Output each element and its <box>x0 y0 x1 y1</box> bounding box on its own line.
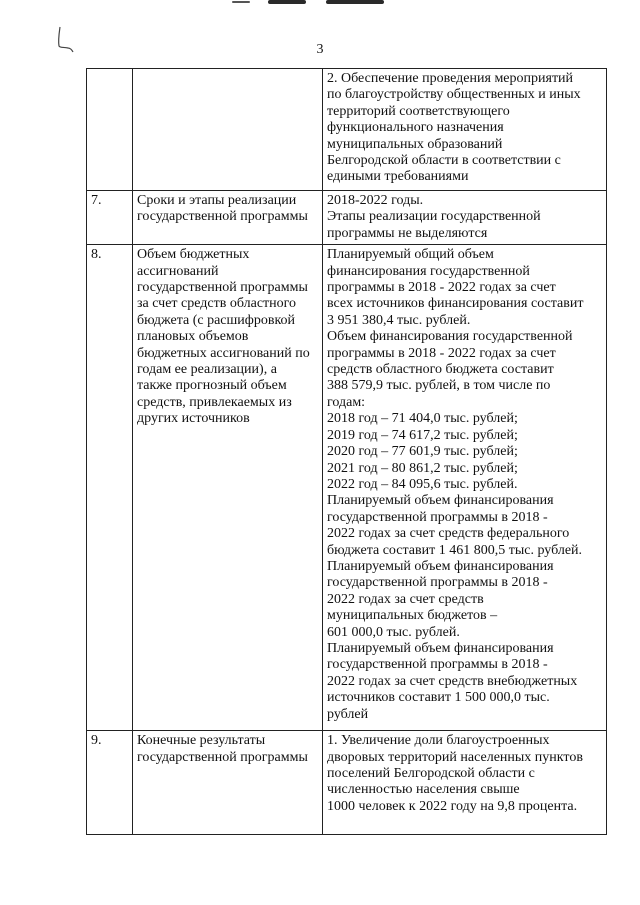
scan-artifact <box>232 1 250 3</box>
value-line: 2022 годах за счет средств федерального <box>327 526 570 542</box>
title-line: также прогнозный объем <box>137 378 287 394</box>
value-line: 3 951 380,4 тыс. рублей. <box>327 312 471 328</box>
value-line: функционального назначения <box>327 120 504 136</box>
value-line: государственной программы в 2018 - <box>327 509 548 525</box>
passport-table <box>86 68 607 835</box>
title-line: государственной программы <box>137 209 308 225</box>
value-line: дворовых территорий населенных пунктов <box>327 749 583 765</box>
value-line: 601 000,0 тыс. рублей. <box>327 624 460 640</box>
title-line: годам ее реализации), а <box>137 362 277 378</box>
title-line: средств, привлекаемых из <box>137 394 292 410</box>
value-line: 2021 год – 80 861,2 тыс. рублей; <box>327 460 518 476</box>
value-line: Объем финансирования государственной <box>327 329 573 345</box>
row-number-cell: 9. <box>87 731 133 835</box>
value-line: всех источников финансирования составит <box>327 296 584 312</box>
value-line: муниципальных бюджетов – <box>327 608 498 624</box>
title-line: Конечные результаты <box>137 733 266 749</box>
value-line: Планируемый общий объем <box>327 247 494 263</box>
value-line: государственной программы в 2018 - <box>327 575 548 591</box>
value-line: 2020 год – 77 601,9 тыс. рублей; <box>327 444 518 460</box>
title-line: государственной программы <box>137 280 308 296</box>
title-line: других источников <box>137 411 250 427</box>
title-line: плановых объемов <box>137 329 249 345</box>
title-line: ассигнований <box>137 263 219 279</box>
value-line: источников составит 1 500 000,0 тыс. <box>327 690 550 706</box>
title-line: Объем бюджетных <box>137 247 250 263</box>
value-line: программы не выделяются <box>327 225 488 241</box>
row-value-cell <box>323 69 607 191</box>
row-number-cell: 7. <box>87 191 133 245</box>
value-line: программы в 2018 - 2022 годах за счет <box>327 280 556 296</box>
value-line: 2022 годах за счет средств <box>327 591 484 607</box>
value-line: средств областного бюджета составит <box>327 362 554 378</box>
title-line: за счет средств областного <box>137 296 297 312</box>
value-line: 388 579,9 тыс. рублей, в том числе по <box>327 378 551 394</box>
value-line: 2018 год – 71 404,0 тыс. рублей; <box>327 411 518 427</box>
value-line: 2. Обеспечение проведения мероприятий <box>327 71 574 86</box>
table-row <box>87 191 607 245</box>
value-line: 2019 год – 74 617,2 тыс. рублей; <box>327 427 518 443</box>
value-line: 2022 годах за счет средств внебюджетных <box>327 673 578 689</box>
row-title-cell <box>133 69 323 191</box>
value-line: 2022 год – 84 095,6 тыс. рублей. <box>327 476 518 492</box>
title-line: государственной программы <box>137 749 308 765</box>
value-line: Белгородской области в соответствии с <box>327 153 561 169</box>
value-line: государственной программы в 2018 - <box>327 657 548 673</box>
value-line: годам: <box>327 394 366 410</box>
title-line: бюджета (с расшифровкой <box>137 312 296 328</box>
value-line: территорий соответствующего <box>327 103 510 119</box>
value-line: по благоустройству общественных и иных <box>327 87 581 103</box>
value-line: численностью населения свыше <box>327 782 520 798</box>
value-line: 1000 человек к 2022 году на 9,8 процента. <box>327 798 578 814</box>
value-line: Планируемый объем финансирования <box>327 640 554 656</box>
row-title-cell <box>133 245 323 731</box>
value-line: муниципальных образований <box>327 136 503 152</box>
row-title-cell <box>133 731 323 835</box>
row-value-cell <box>323 191 607 245</box>
value-line: финансирования государственной <box>327 263 530 279</box>
value-line: Этапы реализации государственной <box>327 209 541 225</box>
row-title-cell <box>133 191 323 245</box>
row-number-cell <box>87 69 133 191</box>
value-line: бюджета составит 1 461 800,5 тыс. рублей. <box>327 542 583 558</box>
table-row <box>87 69 607 191</box>
table-row <box>87 731 607 835</box>
value-line: 2018-2022 годы. <box>327 193 424 208</box>
title-line: Сроки и этапы реализации <box>137 193 297 208</box>
value-line: Планируемый объем финансирования <box>327 493 554 509</box>
value-line: поселений Белгородской области с <box>327 766 535 782</box>
row-value-cell <box>323 245 607 731</box>
table-row <box>87 245 607 731</box>
value-line: Планируемый объем финансирования <box>327 558 554 574</box>
title-line: бюджетных ассигнований по <box>137 345 310 361</box>
value-line: программы в 2018 - 2022 годах за счет <box>327 345 556 361</box>
page-number: 3 <box>316 42 324 57</box>
scan-artifact <box>268 0 306 4</box>
row-value-cell <box>323 731 607 835</box>
value-line: едиными требованиями <box>327 169 469 185</box>
value-line: 1. Увеличение доли благоустроенных <box>327 733 550 749</box>
value-line: рублей <box>327 706 369 722</box>
row-number-cell: 8. <box>87 245 133 731</box>
scan-artifact <box>326 0 384 4</box>
